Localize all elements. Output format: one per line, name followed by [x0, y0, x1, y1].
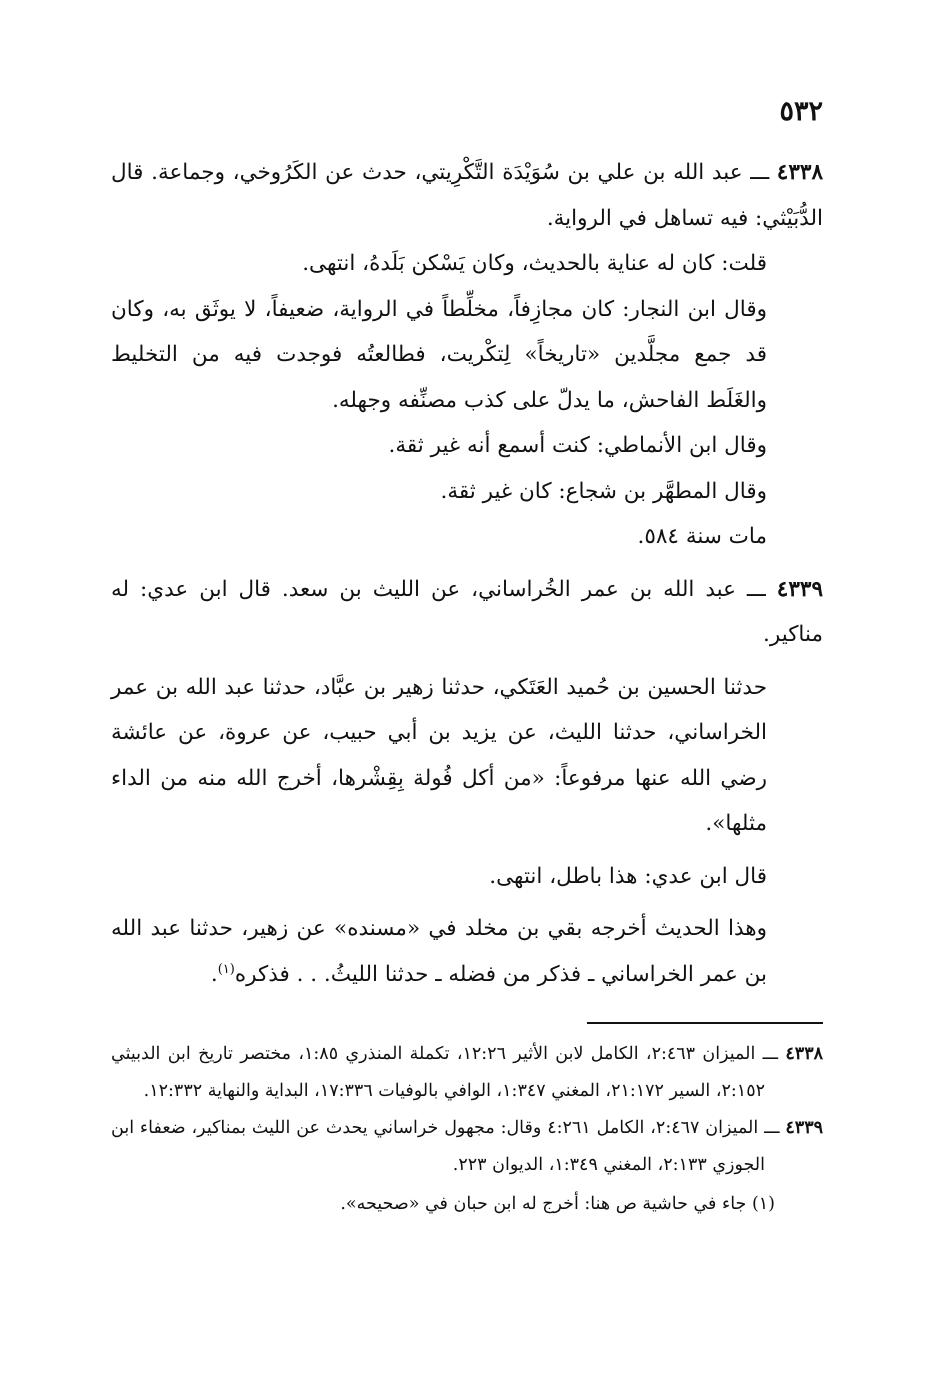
paragraph: مات سنة ٥٨٤. — [637, 524, 767, 549]
paragraph: قلت: كان له عناية بالحديث، وكان يَسْكن بَلَدهُ، انتهى. — [302, 251, 767, 276]
footnote-number: ٤٣٣٩ — [785, 1118, 823, 1138]
footnote-text: الميزان ٢:٤٦٣، الكامل لابن الأثير ١٢:٢٦، تكملة المنذري ١:٨٥، مختصر تاريخ ابن الدبيثي ٢:١٥٢، السير ٢١:١٧٢، المغني ١:٣٤٧، الوافي بالوفيات ١٧:٣٣٦، البداية والنهاية ١٢:٣٣٢. — [111, 1044, 765, 1101]
paragraph: وقال ابن الأنماطي: كنت أسمع أنه غير ثقة. — [388, 433, 767, 458]
footnote — [111, 1110, 823, 1184]
main-text — [111, 150, 823, 997]
entry-number: ٤٣٣٩ — [776, 576, 823, 602]
paragraph: حدثنا الحسين بن حُميد العَتَكي، حدثنا زهير بن عبَّاد، حدثنا عبد الله بن عمر الخراساني، حدثنا الليث، عن يزيد بن أبي حبيب، عن عروة، عن عائشة رضي الله عنها مرفوعاً: «من أكل فُولة بِقِشْرها، أخرج الله منه من الداء مثلها». — [111, 674, 767, 836]
footnotes — [111, 1036, 823, 1223]
note-marker: (١) — [751, 1194, 775, 1214]
entry-heading — [111, 150, 823, 241]
closing-text: وهذا الحديث أخرجه بقي بن مخلد في «مسنده» عن زهير، حدثنا عبد الله بن عمر الخراساني ـ فذكر من فضله ـ حدثنا الليثُ. . . فذكره — [111, 916, 767, 987]
entry-lead: عبد الله بن علي بن سُوَيْدَة التَّكْرِيتي، حدث عن الكَرُوخي، وجماعة. قال الدُّبَيْثي: فيه تساهل في الرواية. — [111, 160, 823, 231]
footnote-dash: ـــ — [762, 1044, 779, 1064]
footnote-text: الميزان ٢:٤٦٧، الكامل ٤:٢٦١ وقال: مجهول خراساني يحدث عن الليث بمناكير، ضعفاء ابن الجوزي ٢:١٣٣، المغني ١:٣٤٩، الديوان ٢٢٣. — [111, 1118, 765, 1175]
entry-heading — [111, 567, 823, 658]
footnote-divider — [587, 1022, 823, 1024]
margin-note — [111, 1186, 823, 1223]
footnote-dash: ـــ — [764, 1118, 780, 1138]
paragraph: قال ابن عدي: هذا باطل، انتهى. — [489, 863, 767, 889]
footnote — [111, 1036, 823, 1110]
footnote-reference: (١) — [217, 961, 235, 977]
paragraph: وقال ابن النجار: كان مجازِفاً، مخلِّطاً في الرواية، ضعيفاً، لا يوثَق به، وكان قد جمع مجلَّدين «تاريخاً» لِتكْريت، فطالعتُه فوجدت فيه من التخليط والغَلَط الفاحش، ما يدلّ على كذب مصنِّفه وجهله. — [111, 296, 767, 413]
paragraph: وقال المطهَّر بن شجاع: كان غير ثقة. — [440, 478, 767, 504]
closing-end: . — [210, 961, 218, 987]
entry-number: ٤٣٣٨ — [776, 160, 823, 185]
entry-lead: عبد الله بن عمر الخُراساني، عن الليث بن سعد. قال ابن عدي: له مناكير. — [111, 576, 823, 647]
page-number: ٥٣٢ — [779, 96, 823, 127]
note-text: جاء في حاشية ص هنا: أخرج له ابن حبان في «صحيحه». — [340, 1194, 752, 1214]
footnote-number: ٤٣٣٨ — [785, 1044, 823, 1064]
paragraph — [111, 906, 823, 997]
entry-dash: ـــ — [746, 576, 766, 602]
entry-dash: ـــ — [750, 160, 770, 185]
